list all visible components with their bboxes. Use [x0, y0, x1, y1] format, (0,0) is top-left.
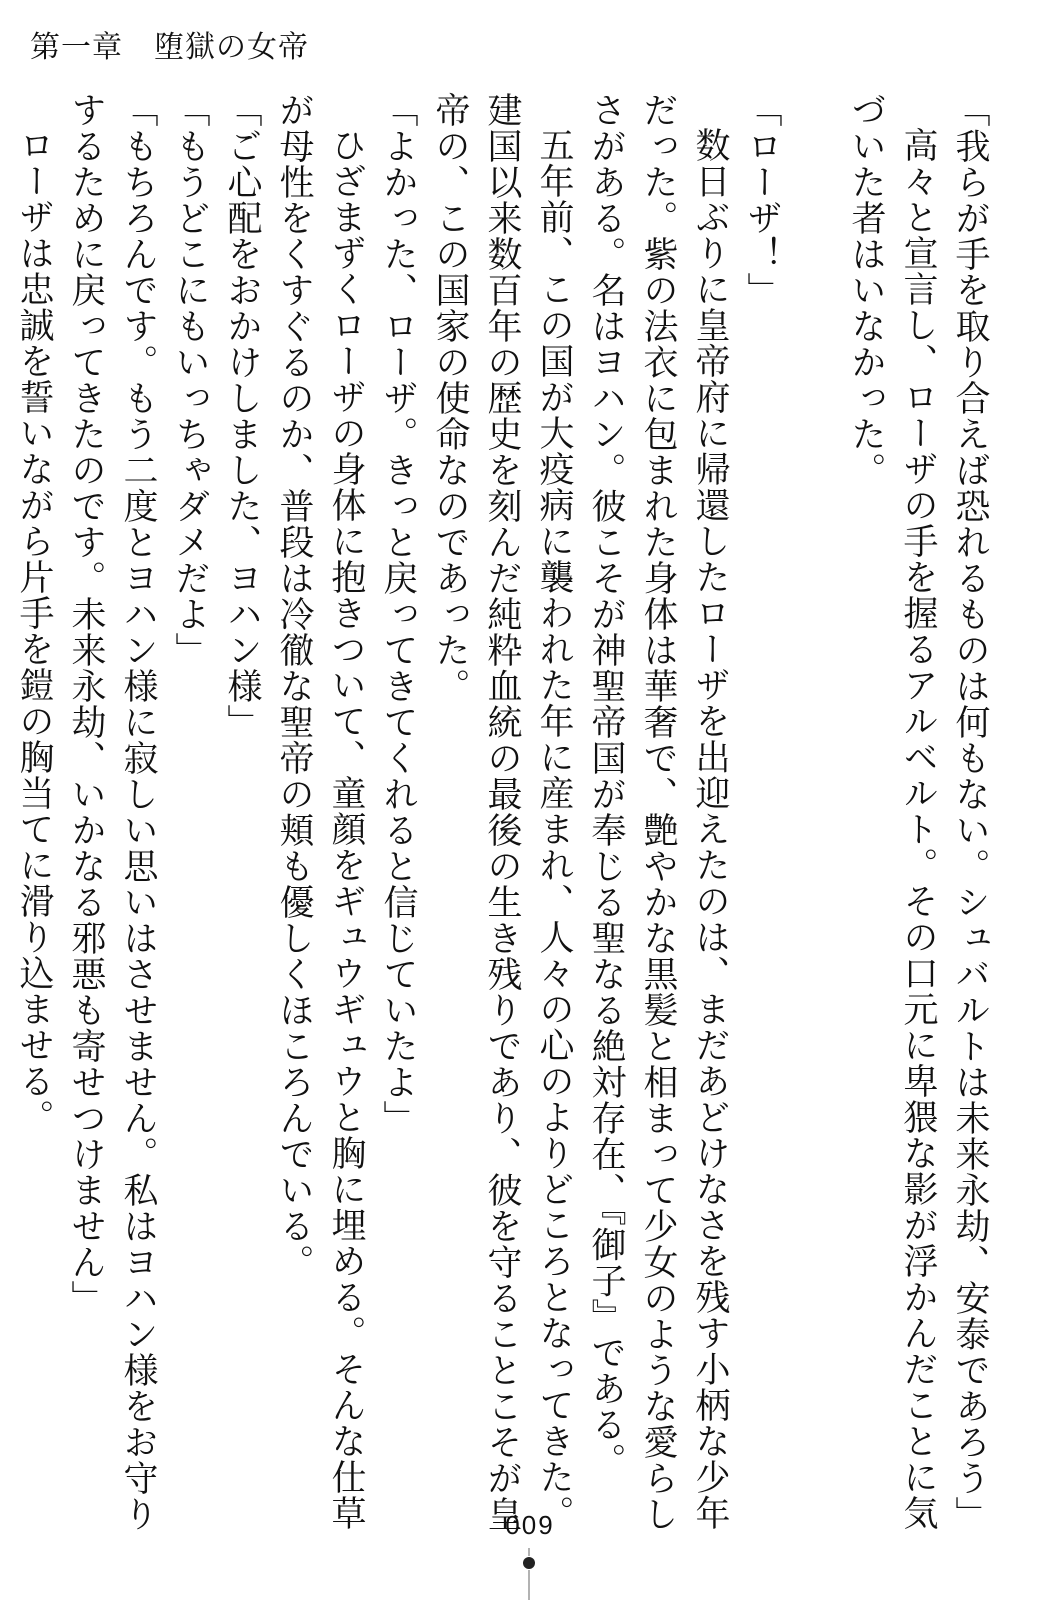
text-line: づいた者はいなかった。: [846, 92, 886, 488]
text-line: 建国以来数百年の歴史を刻んだ純粋血統の最後の生き残りであり、彼を守ることこそが皇: [482, 92, 522, 1532]
text-line: 「もうどこにもいっちゃダメだよ」: [170, 92, 210, 668]
running-head: 第一章 堕獄の女帝: [30, 30, 309, 65]
text-line: 数日ぶりに皇帝府に帰還したローザを出迎えたのは、まだあどけなさを残す小柄な少年: [690, 127, 730, 1531]
text-line: が母性をくすぐるのか、普段は冷徹な聖帝の頬も優しくほころんでいる。: [274, 92, 314, 1280]
text-line: ひざまずくローザの身体に抱きついて、童顔をギュウギュウと胸に埋める。そんな仕草: [326, 127, 366, 1531]
text-line: 「ご心配をおかけしました、ヨハン様」: [222, 92, 262, 740]
page-number: 009: [505, 1510, 555, 1540]
text-line: 「ローザ！」: [742, 92, 782, 308]
text-line: するために戻ってきたのです。未来永劫、いかなる邪悪も寄せつけません」: [66, 92, 106, 1316]
blank-line: [788, 92, 840, 1497]
text-line: 五年前、この国が大疫病に襲われた年に産まれ、人々の心のよりどころとなってきた。: [534, 127, 574, 1531]
text-line: ローザは忠誠を誓いながら片手を鎧の胸当てに滑り込ませる。: [14, 127, 54, 1135]
text-line: 帝の、この国家の使命なのであった。: [430, 92, 470, 704]
text-line: 高々と宣言し、ローザの手を握るアルベルト。その口元に卑猥な影が浮かんだことに気: [898, 127, 938, 1531]
folio-ornament-icon: [521, 1548, 537, 1600]
text-line: 「よかった、ローザ。きっと戻ってきてくれると信じていたよ」: [378, 92, 418, 1136]
text-line: 「もちろんです。もう二度とヨハン様に寂しい思いはさせません。私はヨハン様をお守り: [118, 92, 158, 1532]
text-line: 「我らが手を取り合えば恐れるものは何もない。シュバルトは未来永劫、安泰であろう」: [950, 92, 990, 1532]
text-line: だった。紫の法衣に包まれた身体は華奢で、艶やかな黒髪と相まって少女のような愛らし: [638, 92, 678, 1532]
text-line: さがある。名はヨハン。彼こそが神聖帝国が奉じる聖なる絶対存在、『御子』である。: [586, 92, 626, 1479]
